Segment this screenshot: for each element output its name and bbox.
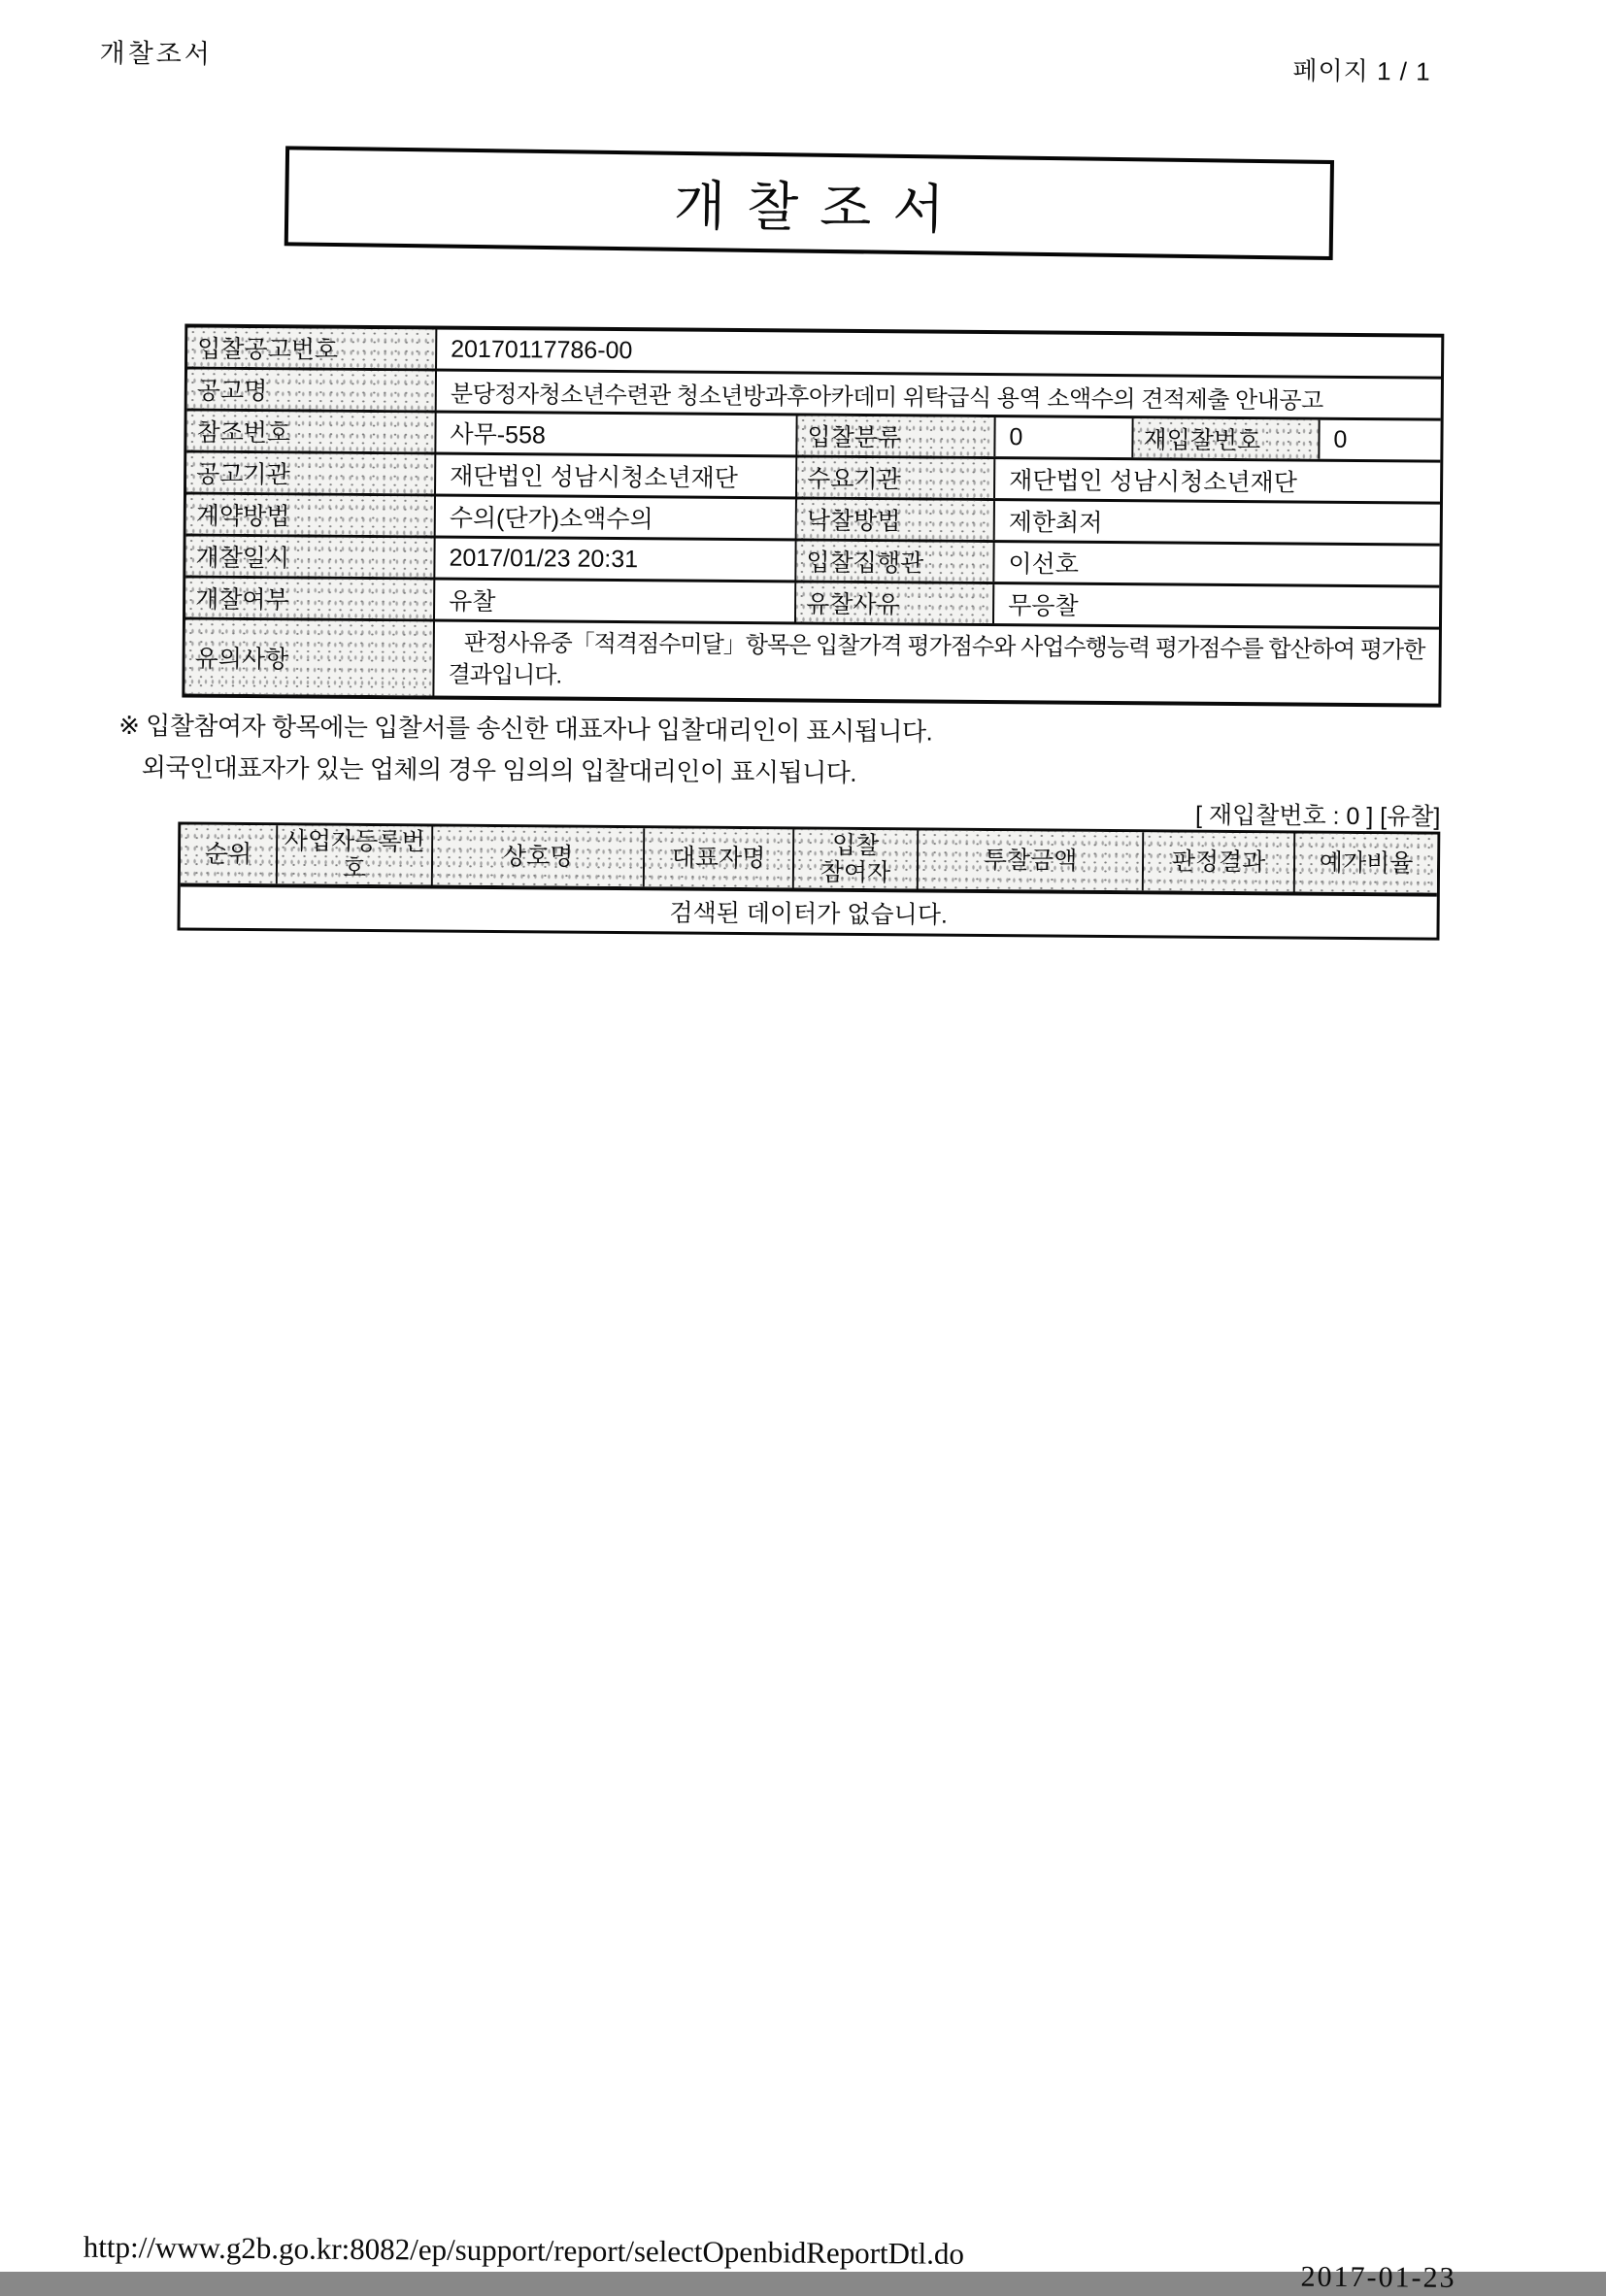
opening-status-label: 개찰여부 xyxy=(185,579,435,619)
failure-reason-label: 유찰사유 xyxy=(796,582,994,623)
ref-no-value: 사무-558 xyxy=(436,414,797,455)
empty-message: 검색된 데이터가 없습니다. xyxy=(669,899,948,929)
opening-datetime-label: 개찰일시 xyxy=(185,537,435,578)
rebid-no-label: 재입찰번호 xyxy=(1133,418,1320,459)
col-business-reg-no-header: 사업자등록번 호 xyxy=(278,825,433,884)
bid-class-label: 입찰분류 xyxy=(797,416,995,456)
demand-org-value: 재단법인 성남시청소년재단 xyxy=(1009,467,1297,497)
col-judgement-header: 판정결과 xyxy=(1144,832,1295,891)
bid-result-table xyxy=(177,821,1440,940)
result-empty-row xyxy=(181,886,1437,937)
note-line-2: 외국인대표자가 있는 업체의 경우 임의의 입찰대리인이 표시됩니다. xyxy=(141,752,857,787)
failure-reason-value: 무응찰 xyxy=(1008,592,1079,620)
col-bid-amount-header: 투찰금액 xyxy=(919,830,1144,890)
caution-label: 유의사항 xyxy=(184,620,435,696)
notice-org-value: 재단법인 성남시청소년재단 xyxy=(436,455,797,497)
bid-notice-no-value: 20170117786-00 xyxy=(451,335,633,364)
footer-date: 2017-01-23 xyxy=(1300,2260,1456,2294)
report-title: 개찰조서 xyxy=(673,175,966,240)
opening-status-value: 유찰 xyxy=(435,581,796,622)
bid-info-table xyxy=(182,324,1444,708)
notice-org-label: 공고기관 xyxy=(186,453,436,494)
contract-method-label: 계약방법 xyxy=(186,495,436,536)
opening-datetime-value: 2017/01/23 20:31 xyxy=(435,539,796,581)
award-method-value: 제한최저 xyxy=(1008,509,1103,537)
result-header-row xyxy=(181,824,1437,896)
col-price-ratio-header: 예가비율 xyxy=(1295,834,1437,893)
note-line-1: ※ 입찰참여자 항목에는 입찰서를 송신한 대표자나 입찰대리인이 표시됩니다. xyxy=(118,710,933,747)
col-bid-participant-header: 입찰 참여자 xyxy=(794,829,919,888)
award-method-label: 낙찰방법 xyxy=(797,499,995,540)
doc-type-header: 개찰조서 xyxy=(99,38,214,69)
col-representative-header: 대표자명 xyxy=(645,828,794,887)
ref-no-label: 참조번호 xyxy=(186,412,436,452)
rebid-status-tag: [ 재입찰번호 : 0 ] [유찰] xyxy=(1194,801,1441,831)
report-title-box xyxy=(284,146,1334,260)
contract-method-value: 수의(단가)소액수의 xyxy=(436,497,797,539)
bid-class-value: 0 xyxy=(995,417,1133,457)
bid-officer-label: 입찰집행관 xyxy=(796,541,994,582)
rebid-no-value: 0 xyxy=(1333,425,1348,453)
bid-officer-value: 이선호 xyxy=(1008,550,1080,579)
col-rank-header: 순위 xyxy=(181,824,278,883)
caution-value: 판정사유중「적격점수미달」항목은 입찰가격 평가점수와 사업수행능력 평가점수를 합산하여 평가한 결과입니다. xyxy=(448,629,1425,689)
footer-url: http://www.g2b.go.kr:8082/ep/support/report/selectOpenbidReportDtl.do xyxy=(83,2229,965,2271)
col-company-name-header: 상호명 xyxy=(433,827,645,887)
notice-name-label: 공고명 xyxy=(187,370,437,411)
row-caution xyxy=(184,620,1439,704)
page-number-label: 페이지 1 / 1 xyxy=(1292,55,1431,86)
demand-org-label: 수요기관 xyxy=(797,457,995,498)
bid-notice-no-label: 입찰공고번호 xyxy=(187,328,437,369)
notice-name-value: 분당정자청소년수련관 청소년방과후아카데미 위탁급식 용역 소액수의 견적제출 안내공고 xyxy=(450,381,1323,415)
